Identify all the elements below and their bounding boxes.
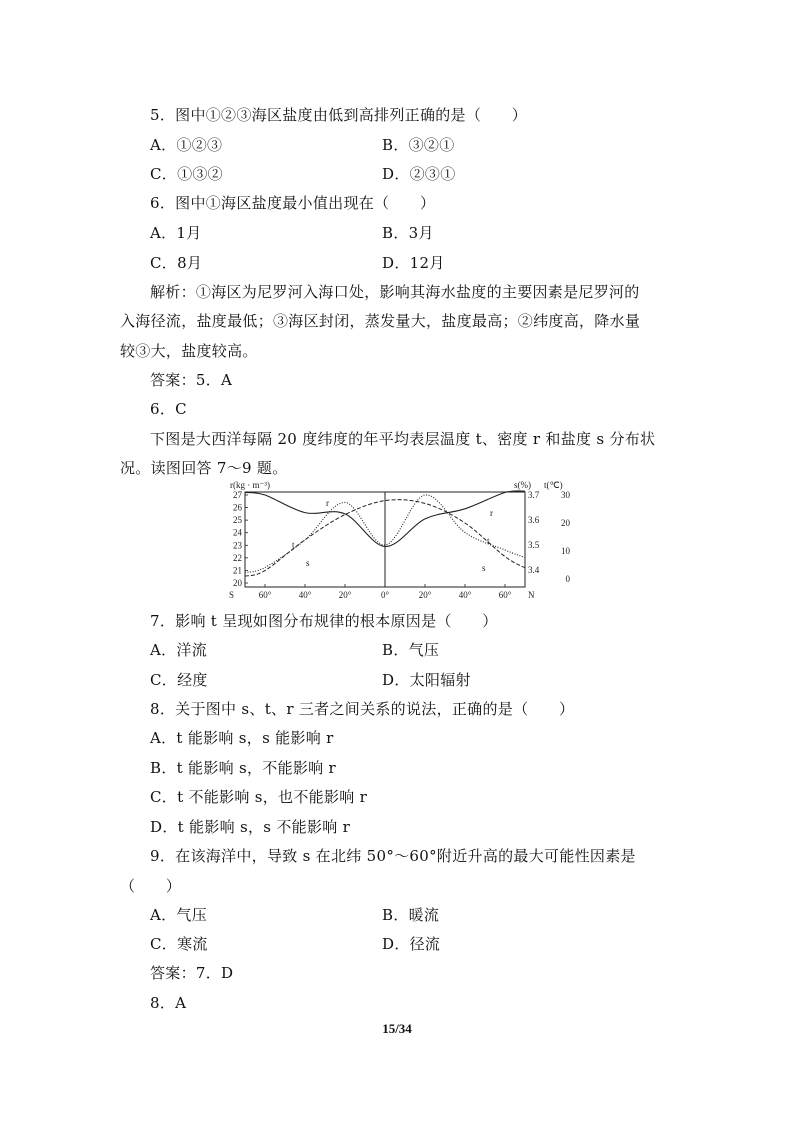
- q6-option-c: C．8月: [150, 254, 203, 272]
- analysis-line-1: 解析：①海区为尼罗河入海口处，影响其海水盐度的主要因素是尼罗河的: [150, 283, 640, 301]
- axis-ticks: [229, 490, 571, 600]
- series-label-r: r: [490, 508, 493, 518]
- question-9-stem: 9．在该海洋中，导致 s 在北纬 50°～60°附近升高的最大可能性因素是: [150, 847, 636, 865]
- r-tick-label: 24: [233, 527, 242, 538]
- x-tick-label: 40°: [298, 590, 312, 600]
- series-label-t: t: [292, 540, 295, 550]
- q7-option-a: A．洋流: [150, 641, 208, 659]
- series-label-t: t: [487, 536, 490, 546]
- series-label-r: r: [326, 498, 329, 508]
- q8-option-b: B．t 能影响 s，不能影响 r: [150, 759, 337, 777]
- answer-6: 6．C: [150, 400, 187, 418]
- q6-option-b: B．3月: [382, 224, 434, 242]
- t-axis-title: t(℃): [544, 480, 563, 490]
- s-tick-label: 3.5: [528, 540, 540, 550]
- answer-8: 8．A: [150, 994, 187, 1012]
- question-9-blank: （ ）: [120, 877, 182, 895]
- q9-option-a: A．气压: [150, 906, 208, 924]
- q5-option-d: D．②③①: [382, 165, 456, 183]
- r-tick-label: 21: [233, 565, 242, 576]
- x-tick-label: 60°: [498, 590, 512, 600]
- q9-option-d: D．径流: [382, 935, 441, 953]
- r-axis-title: r(kg · m⁻³): [230, 480, 270, 490]
- r-tick-label: 27: [233, 490, 242, 500]
- chart-intro-line-1: 下图是大西洋每隔 20 度纬度的年平均表层温度 t、密度 r 和盐度 s 分布状: [150, 430, 656, 448]
- s-tick-label: 3.4: [528, 565, 540, 575]
- q8-option-d: D．t 能影响 s，s 不能影响 r: [150, 818, 351, 836]
- s-tick-label: 3.7: [528, 490, 540, 500]
- q8-option-c: C．t 不能影响 s，也不能影响 r: [150, 788, 368, 806]
- answer-7: 答案：7．D: [150, 964, 234, 982]
- q9-option-c: C．寒流: [150, 935, 208, 953]
- q7-option-c: C．经度: [150, 671, 208, 689]
- x-tick-label: S: [229, 590, 235, 600]
- question-8-stem: 8．关于图中 s、t、r 三者之间关系的说法，正确的是（ ）: [150, 700, 575, 718]
- x-tick-label: 40°: [458, 590, 472, 600]
- r-tick-label: 22: [233, 552, 242, 563]
- q6-option-d: D．12月: [382, 254, 445, 272]
- analysis-line-2: 入海径流，盐度最低；③海区封闭，蒸发量大，盐度最高；②纬度高，降水量: [120, 312, 641, 330]
- r-tick-label: 23: [233, 540, 242, 551]
- t-tick-label: 20: [561, 518, 570, 528]
- atlantic-t-r-s-chart: [228, 478, 573, 600]
- x-tick-label: 20°: [338, 590, 352, 600]
- q7-option-d: D．太阳辐射: [382, 671, 471, 689]
- answer-5: 答案：5．A: [150, 371, 233, 389]
- t-tick-label: 0: [565, 574, 570, 584]
- s-axis-title: s(%): [514, 480, 531, 490]
- t-tick-label: 30: [561, 490, 570, 500]
- question-7-stem: 7．影响 t 呈现如图分布规律的根本原因是（ ）: [150, 612, 498, 630]
- analysis-line-3: 较③大，盐度较高。: [120, 342, 258, 360]
- x-tick-label: 0°: [380, 590, 390, 600]
- q5-option-a: A．①②③: [150, 136, 223, 154]
- r-tick-label: 26: [233, 502, 242, 513]
- q7-option-b: B．气压: [382, 641, 440, 659]
- t-tick-label: 10: [561, 546, 570, 556]
- q9-option-b: B．暖流: [382, 906, 440, 924]
- series-label-s: s: [306, 558, 310, 568]
- x-tick-label: N: [528, 590, 535, 600]
- page-number: 15/34: [382, 1021, 412, 1036]
- q8-option-a: A．t 能影响 s，s 能影响 r: [150, 729, 334, 747]
- x-tick-label: 20°: [418, 590, 432, 600]
- x-tick-label: 60°: [258, 590, 272, 600]
- question-5-stem: 5．图中①②③海区盐度由低到高排列正确的是（ ）: [150, 106, 528, 124]
- q6-option-a: A．1月: [150, 224, 202, 242]
- series-label-s: s: [482, 563, 486, 573]
- q5-option-b: B．③②①: [382, 136, 455, 154]
- r-tick-label: 20: [233, 578, 242, 588]
- q5-option-c: C．①③②: [150, 165, 223, 183]
- s-tick-label: 3.6: [528, 515, 540, 525]
- question-6-stem: 6．图中①海区盐度最小值出现在（ ）: [150, 194, 436, 212]
- r-tick-label: 25: [233, 515, 242, 526]
- chart-intro-line-2: 况。读图回答 7～9 题。: [120, 459, 288, 477]
